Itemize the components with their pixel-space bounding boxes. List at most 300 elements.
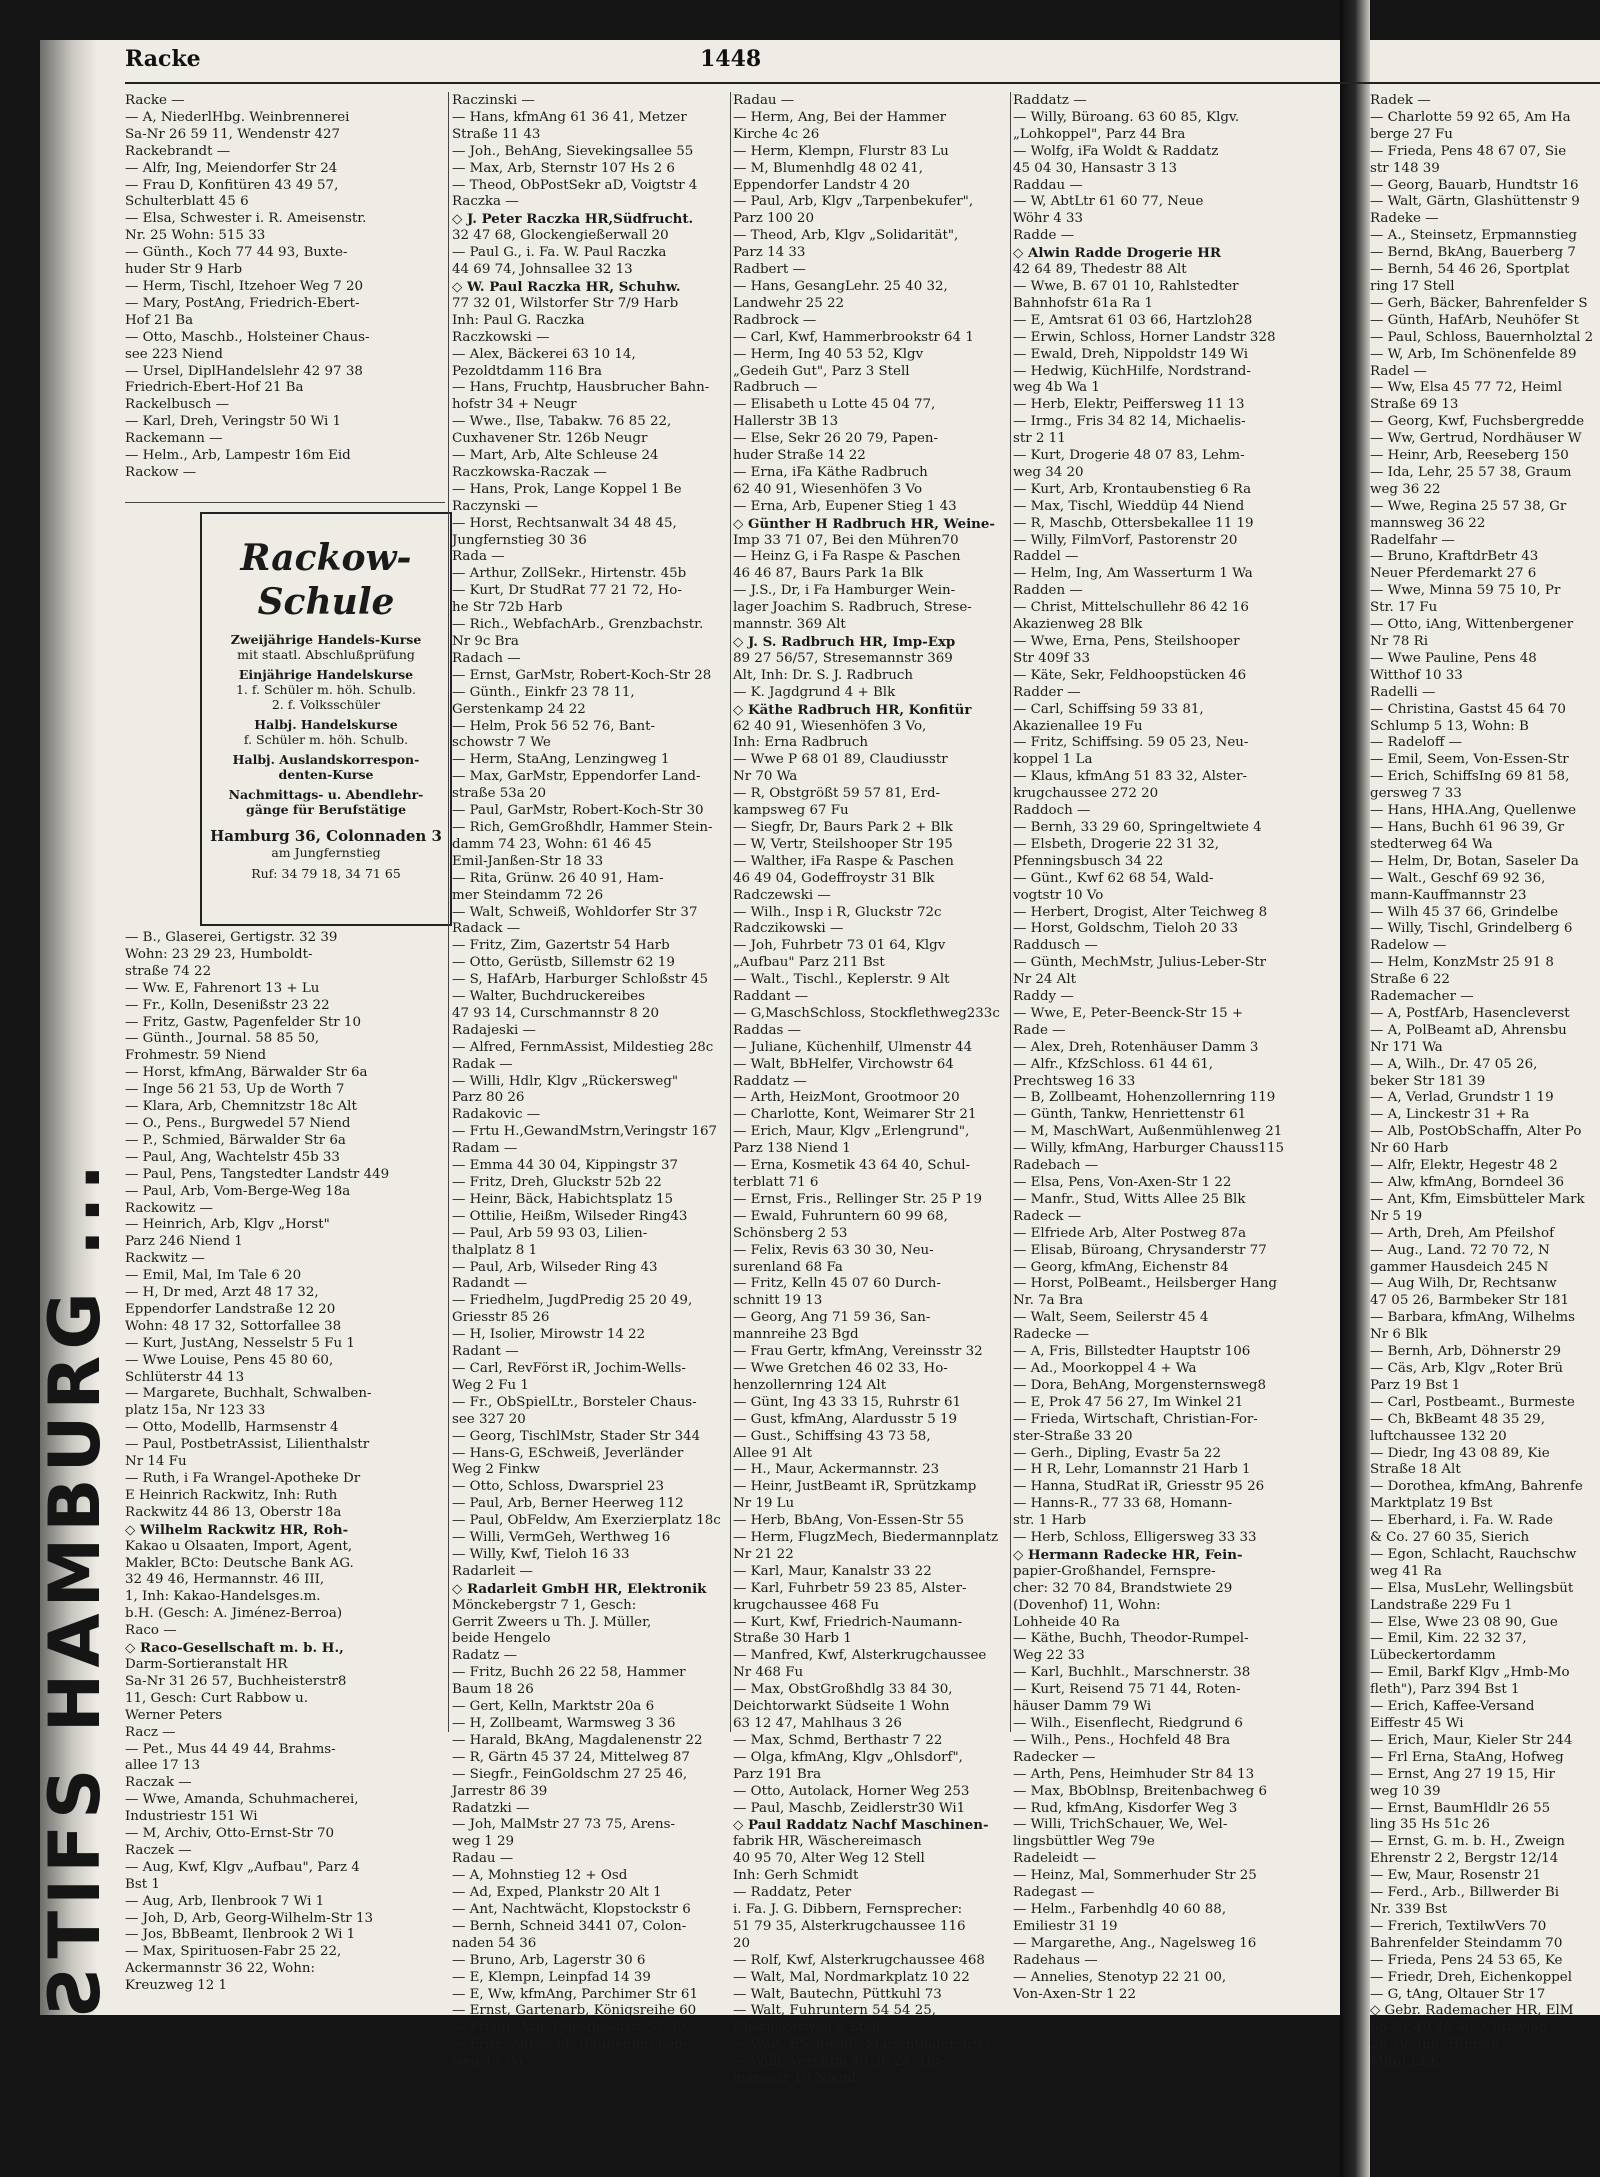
directory-entry: Raddatz — (733, 1073, 807, 1089)
directory-entry: — Fritz, Schiffsing. 59 05 23, Neu- (1013, 735, 1249, 751)
directory-entry: Nr 60 Harb (1370, 1141, 1449, 1157)
directory-entry: — Herb, BbAng, Von-Essen-Str 55 (733, 1513, 965, 1529)
page-header (125, 46, 1600, 76)
directory-entry: — Ruth, i Fa Wrangel-Apotheke Dr (125, 1471, 361, 1486)
directory-entry: 47 05 26, Barmbeker Str 181 (1370, 1293, 1570, 1309)
directory-entry: — Ottilie, Heißm, Wilseder Ring43 (452, 1208, 688, 1224)
directory-entry: (Dovenhof) 11, Wohn: (1013, 1597, 1161, 1613)
directory-entry: — Ww, Gertrud, Nordhäuser W (1370, 431, 1582, 447)
directory-entry: Weg 22 33 (1013, 1648, 1085, 1664)
directory-entry: — Rita, Grünw. 26 40 91, Ham- (452, 870, 664, 886)
directory-entry: Straße 69 13 (1370, 397, 1459, 413)
directory-entry: — Fritz, Kelln 45 07 60 Durch- (733, 1276, 941, 1292)
directory-entry: — Carl, Kwf, Hammerbrookstr 64 1 (733, 329, 974, 345)
directory-entry: Pezoldtdamm 116 Bra (452, 363, 602, 379)
directory-entry: — Hans, Buchh 61 96 39, Gr (1370, 819, 1565, 835)
directory-entry: „Gedeih Gut", Parz 3 Stell (733, 363, 910, 379)
directory-entry: — R, Gärtn 45 37 24, Mittelweg 87 (452, 1749, 690, 1765)
directory-entry: — Herb, Elektr, Peiffersweg 11 13 (1013, 397, 1245, 413)
directory-entry: 63 12 47, Mahlhaus 3 26 (733, 1716, 902, 1731)
directory-entry: krugchaussee 272 20 (1013, 786, 1159, 802)
directory-entry: — Manfr., Stud, Witts Allee 25 Blk (1013, 1191, 1246, 1207)
directory-entry: Raddy — (1013, 989, 1074, 1005)
column-rule (1010, 92, 1011, 1732)
directory-entry: Gerstenkamp 24 22 (452, 701, 586, 717)
directory-entry: Radakovic — (452, 1107, 541, 1123)
directory-entry: — Paul, Arb, Berner Heerweg 112 (452, 1496, 684, 1512)
directory-entry: — Helm, KonzMstr 25 91 8 (1370, 955, 1554, 971)
directory-entry: weg 41 Ra (1370, 1563, 1442, 1579)
directory-entry: Friedrich-Ebert-Hof 21 Ba (125, 380, 304, 396)
directory-entry: — Alfr, Ing, Meiendorfer Str 24 (125, 160, 338, 176)
directory-entry: mann-Kauffmannstr 23 (1370, 887, 1527, 903)
directory-entry: — Fritz, Dreh, Gluckstr 52b 22 (452, 1175, 662, 1190)
directory-entry: — Elsa, Pens, Von-Axen-Str 1 22 (1013, 1175, 1232, 1190)
directory-entry: Inh: Gerh Schmidt (733, 1868, 859, 1884)
directory-entry: — Ww, Elsa 45 77 72, Heiml (1370, 380, 1562, 396)
ad-section: denten-Kurse (278, 767, 374, 782)
page-number: 1448 (700, 46, 762, 72)
directory-entry: — Fritz, Gastw, Pagenfelder Str 10 (125, 1014, 361, 1030)
directory-entry: Straße 6 22 (1370, 972, 1450, 988)
directory-entry: — Kurt, Arb, Krontaubenstieg 6 Ra (1013, 481, 1252, 497)
directory-entry: Radbruch — (733, 380, 818, 396)
directory-entry: Radack — (452, 921, 521, 937)
directory-entry: — Rud, kfmAng, Kisdorfer Weg 3 (1013, 1800, 1238, 1816)
directory-entry: naden 54 36 (452, 1935, 537, 1951)
directory-entry: — Harald, BkAng, Magdalenenstr 22 (452, 1732, 703, 1748)
directory-entry: ◇ W. Paul Raczka HR, Schuhw. (452, 278, 681, 295)
directory-entry: Bahrenfelder Steindamm 70 (1370, 1935, 1563, 1951)
directory-entry: Raddusch — (1013, 938, 1098, 954)
directory-entry: cher: 32 70 84, Brandstwiete 29 (1013, 1580, 1233, 1596)
directory-entry: — Ad, Exped, Plankstr 20 Alt 1 (452, 1885, 662, 1901)
directory-entry: — Erich, Kaffee-Versand (1370, 1699, 1535, 1715)
directory-entry: — Herb, Schloss, Elligersweg 33 33 (1013, 1530, 1257, 1546)
directory-entry: — Ewald, Fuhruntern 60 99 68, (733, 1208, 948, 1224)
directory-entry: Radde — (1013, 228, 1075, 244)
directory-entry: ring 17 Stell (1370, 278, 1455, 294)
directory-entry: Radczikowski — (733, 921, 844, 937)
directory-entry: — Willy, FilmVorf, Pastorenstr 20 (1013, 532, 1238, 548)
directory-entry: 40 95 70, Alter Weg 12 Stell (733, 1851, 925, 1867)
directory-entry: — Carl, Schiffsing 59 33 81, (1013, 701, 1204, 717)
directory-entry: — Walt, Seem, Seilerstr 45 4 (1013, 1310, 1209, 1326)
directory-entry: — Günth, Tankw, Henriettenstr 61 (1013, 1107, 1247, 1123)
directory-entry: — Fritz, Autoschl, Haubenlerchen- (452, 2037, 688, 2053)
directory-entry: — E, Klempn, Leinpfad 14 39 (452, 1969, 651, 1985)
directory-entry: weg 34 20 (1013, 464, 1084, 480)
directory-entry: weg 4b Wa 1 (1013, 380, 1100, 396)
directory-entry: Str 409f 33 (1013, 650, 1091, 666)
directory-entry: — A, Linckestr 31 + Ra (1370, 1107, 1530, 1123)
directory-entry: fabrik HR, Wäschereimasch (733, 1834, 922, 1850)
directory-entry: — Carl, RevFörst iR, Jochim-Wells- (452, 1360, 686, 1376)
directory-entry: „Lohkoppel", Parz 44 Bra (1013, 126, 1186, 142)
directory-entry: gammer Hausdeich 245 N (1370, 1259, 1549, 1275)
directory-entry: Parz 80 26 (452, 1090, 525, 1106)
directory-entry: — Willy, Tischl, Grindelberg 6 (1370, 921, 1573, 937)
directory-entry: — Rolf, Kwf, Alsterkrugchaussee 468 (733, 1952, 985, 1968)
directory-entry: mannreihe 23 Bgd (733, 1327, 859, 1343)
directory-entry: Bst 1 (125, 1876, 160, 1892)
directory-entry: straße 53a 20 (452, 786, 547, 802)
directory-entry: Emil-Janßen-Str 18 33 (452, 853, 604, 869)
book-gutter (1340, 0, 1370, 2177)
directory-entry: — Horst, Goldschm, Tieloh 20 33 (1013, 921, 1239, 937)
directory-entry: ◇ Raco-Gesellschaft m. b. H., (125, 1640, 344, 1657)
directory-entry: — Frieda, Wirtschaft, Christian-For- (1013, 1411, 1258, 1427)
directory-entry: Raddel — (1013, 549, 1079, 565)
directory-entry: — Willi, Hdlr, Klgv „Rückersweg" (452, 1073, 679, 1089)
directory-entry: — Willi, TrichSchauer, We, Wel- (1013, 1817, 1228, 1833)
directory-entry: he Str 72b Harb (452, 600, 563, 616)
directory-entry: surenland 68 Fa (733, 1259, 843, 1275)
directory-entry: Mönckebergstr 7 1, Gesch: (452, 1597, 637, 1613)
directory-entry: Radandt — (452, 1276, 528, 1292)
directory-entry: — A, Mohnstieg 12 + Osd (452, 1868, 628, 1884)
directory-entry: — Herbert, Drogist, Alter Teichweg 8 (1013, 904, 1268, 920)
directory-entry: — Jos, BbBeamt, Ilenbrook 2 Wi 1 (125, 1927, 356, 1943)
directory-entry: — Elsa, MusLehr, Wellingsbüt (1370, 1580, 1574, 1596)
binding-edge-text: ƧTIFS HAMBURG ... (34, 1158, 116, 2015)
directory-entry: — Fritz, Zim, Gazertstr 54 Harb (452, 938, 670, 954)
directory-entry: — Arthur, ZollSekr., Hirtenstr. 45b (452, 566, 687, 582)
directory-entry: Raczynski — (452, 498, 539, 514)
directory-entry: ◇ Paul Raddatz Nachf Maschinen- (733, 1817, 989, 1834)
directory-entry: — Gust., Schiffsing 43 73 58, (733, 1428, 931, 1444)
directory-entry: — Karl, Buchhlt., Marschnerstr. 38 (1013, 1665, 1251, 1681)
directory-entry: — Bernh, 33 29 60, Springeltwiete 4 (1013, 819, 1262, 835)
directory-entry: — Cäs, Arb, Klgv „Roter Brü (1370, 1360, 1564, 1376)
directory-entry: — Wwe., Ilse, Tabakw. 76 85 22, (452, 414, 672, 430)
directory-entry: ◇ Günther H Radbruch HR, Weine- (733, 515, 995, 532)
directory-entry: lingsbüttler Weg 79e (1013, 1834, 1155, 1850)
directory-entry: Nr. 25 Wohn: 515 33 (125, 228, 266, 244)
directory-entry: — Helm, Dr, Botan, Saseler Da (1370, 853, 1579, 869)
directory-entry: 11, Gesch: Curt Rabbow u. (125, 1690, 309, 1706)
directory-entry: Radebach — (1013, 1158, 1099, 1174)
directory-entry: luftchaussee 132 20 (1370, 1428, 1507, 1444)
directory-entry: — Joh., BehAng, Sievekingsallee 55 (452, 143, 694, 159)
directory-entry: — Hans-G, ESchweiß, Jeverländer (452, 1445, 684, 1461)
directory-entry: Radek — (1370, 93, 1431, 108)
directory-entry: — Eberhard, i. Fa. W. Rade (1370, 1513, 1553, 1529)
directory-entry: ling 35 Hs 51c 26 (1370, 1817, 1490, 1833)
directory-entry: Radczewski — (733, 887, 831, 903)
directory-entry: — Frl Erna, StaAng, Hofweg (1370, 1749, 1564, 1765)
directory-entry: Parz 246 Niend 1 (125, 1234, 243, 1250)
directory-entry: Cheruskerweg 8 Stell (733, 2020, 881, 2036)
directory-entry: — Otto, Modellb, Harmsenstr 4 (125, 1420, 339, 1436)
directory-entry: Raddau — (1013, 177, 1083, 193)
directory-entry: — Bernh, 54 46 26, Sportplat (1370, 262, 1570, 278)
directory-entry: — Arth, Pens, Heimhuder Str 84 13 (1013, 1766, 1255, 1782)
directory-entry: — Juliane, Küchenhilf, Ulmenstr 44 (733, 1039, 973, 1055)
directory-entry: — Ernst, BaumHldlr 26 55 (1370, 1800, 1551, 1816)
directory-entry: — Walt, Mal, Nordmarkplatz 10 22 (733, 1969, 970, 1985)
directory-entry: — Max, Schmd, Berthastr 7 22 (733, 1732, 943, 1748)
directory-entry: weg 1 29 (452, 1834, 515, 1850)
directory-entry: Nr. 339 Bst (1370, 1901, 1448, 1917)
directory-entry: Nr 9c Bra (452, 634, 519, 649)
directory-entry: — Wilh., Eisenflecht, Riedgrund 6 (1013, 1716, 1243, 1731)
directory-entry: Rackwitz 44 86 13, Oberstr 18a (125, 1504, 342, 1520)
directory-entry: — Heinr, Bäck, Habichtsplatz 15 (452, 1191, 674, 1207)
directory-entry: 28 19, Inh: Hinrich (1370, 2037, 1500, 2053)
column-5-right-page (1370, 93, 1600, 2070)
directory-entry: „Aufbau" Parz 211 Bst (733, 955, 885, 971)
directory-entry: ◇ Radarleit GmbH HR, Elektronik (452, 1580, 707, 1597)
directory-entry: kampsweg 67 Fu (733, 803, 849, 819)
directory-entry: — Fr., Kolln, Desenißstr 23 22 (125, 997, 330, 1013)
directory-entry: Akazienallee 19 Fu (1013, 718, 1143, 734)
directory-entry: Gerrit Zweers u Th. J. Müller, (452, 1614, 652, 1630)
directory-entry: — Friedr, Arb, Dorotheenstr 57 39 (452, 2020, 686, 2036)
directory-entry: Raco — (125, 1623, 177, 1639)
directory-entry: Radak — (452, 1056, 513, 1072)
directory-entry: papier-Großhandel, Fernspre- (1013, 1563, 1216, 1579)
directory-entry: — Alex, Bäckerei 63 10 14, (452, 346, 636, 362)
directory-entry: — Emil, Kim. 22 32 37, (1370, 1631, 1527, 1647)
directory-entry: ster-Straße 33 20 (1013, 1428, 1133, 1444)
directory-entry: Hof 21 Ba (125, 312, 194, 328)
directory-entry: Nr 78 Ri (1370, 634, 1429, 649)
directory-entry: Prechtsweg 16 33 (1013, 1073, 1136, 1089)
directory-entry: Rada — (452, 549, 505, 565)
directory-entry: ◇ Käthe Radbruch HR, Konfitür (733, 701, 972, 718)
directory-entry: — Ernst, Fris., Rellinger Str. 25 P 19 (733, 1191, 983, 1207)
directory-entry: — E, Ww, kfmAng, Parchimer Str 61 (452, 1986, 698, 2002)
directory-entry: Von-Axen-Str 1 22 (1013, 1986, 1136, 2002)
directory-entry: — Ida, Lehr, 25 57 38, Graum (1370, 464, 1572, 480)
directory-entry: — Wilh., Pens., Hochfeld 48 Bra (1013, 1732, 1231, 1748)
directory-entry: — Erna, Arb, Eupener Stieg 1 43 (733, 498, 957, 514)
directory-entry: — Walt., Geschf 69 92 36, (1370, 870, 1546, 886)
directory-entry: str 2 11 (1013, 431, 1066, 447)
directory-entry: platz 15a, Nr 123 33 (125, 1403, 266, 1419)
directory-entry: — Charlotte 59 92 65, Am Ha (1370, 109, 1571, 125)
directory-entry: — Günth., Koch 77 44 93, Buxte- (125, 245, 348, 261)
directory-entry: — Joh, D, Arb, Georg-Wilhelm-Str 13 (125, 1910, 373, 1926)
directory-entry: Inh: Erna Radbruch (733, 735, 869, 751)
directory-entry: — Horst, kfmAng, Bärwalder Str 6a (125, 1065, 368, 1081)
directory-entry: — Willi, VersKfm 48 36 24, Hu- (733, 2054, 945, 2070)
directory-entry: — Wwe, Erna, Pens, Steilshooper (1013, 634, 1240, 649)
directory-entry: — Frau D, Konfitüren 43 49 57, (125, 177, 339, 193)
directory-entry: — Ad., Moorkoppel 4 + Wa (1013, 1360, 1197, 1376)
directory-entry: — Günth., Journal. 58 85 50, (125, 1031, 320, 1047)
directory-entry: Parz 138 Niend 1 (733, 1141, 851, 1157)
directory-entry: — Bernh, Arb, Döhnerstr 29 (1370, 1344, 1562, 1360)
directory-entry: — Günt, Ing 43 33 15, Ruhrstr 61 (733, 1394, 962, 1410)
directory-entry: krugchaussee 468 Fu (733, 1597, 880, 1613)
directory-entry: — Otto, Maschb., Holsteiner Chaus- (125, 329, 370, 345)
ad-top-rule (125, 502, 445, 503)
directory-entry: — Elfriede Arb, Alter Postweg 87a (1013, 1225, 1247, 1241)
directory-entry: — Kurt, Kwf, Friedrich-Naumann- (733, 1614, 963, 1630)
ad-line: 2. f. Volksschüler (271, 697, 381, 712)
directory-entry: — Horst, PolBeamt., Heilsberger Hang (1013, 1276, 1277, 1292)
directory-entry: Cuxhavener Str. 126b Neugr (452, 431, 648, 447)
directory-entry: Allee 91 Alt (733, 1445, 812, 1461)
directory-entry: — Wolfg, iFa Woldt & Raddatz (1013, 143, 1219, 159)
directory-entry: Rackwitz — (125, 1251, 205, 1267)
directory-entry: — Bernh, Schneid 3441 07, Colon- (452, 1918, 687, 1934)
directory-entry: — Erna, Kosmetik 43 64 40, Schul- (733, 1158, 971, 1174)
directory-entry: — Ferd., Arb., Billwerder Bi (1370, 1885, 1560, 1901)
directory-entry: — Walt, Schweiß, Wohldorfer Str 37 (452, 904, 698, 920)
directory-entry: 51 79 35, Alsterkrugchaussee 116 (733, 1918, 966, 1934)
directory-entry: Darm-Sortieranstalt HR (125, 1656, 288, 1672)
directory-entry: — Diedr, Ing 43 08 89, Kie (1370, 1445, 1550, 1461)
directory-entry: — Wwe, Regina 25 57 38, Gr (1370, 498, 1567, 514)
directory-entry: — A., Steinsetz, Erpmannstieg (1370, 228, 1577, 244)
directory-entry: — Bruno, KraftdrBetr 43 (1370, 549, 1539, 565)
directory-entry: — Emil, Barkf Klgv „Hmb-Mo (1370, 1665, 1570, 1681)
directory-entry: — Friedr, Dreh, Eichenkoppel (1370, 1969, 1573, 1985)
directory-entry: — Herm, Ang, Bei der Hammer (733, 109, 947, 125)
directory-entry: Raczak — (125, 1775, 192, 1791)
directory-entry: weg 17 Po (452, 2054, 523, 2070)
directory-entry: Raddoch — (1013, 803, 1091, 819)
directory-entry: — M, Blumenhdlg 48 02 41, (733, 160, 924, 176)
directory-entry: huder Straße 14 22 (733, 448, 866, 464)
directory-entry: — Kurt, Dr StudRat 77 21 72, Ho- (452, 583, 682, 599)
directory-entry: — Ant, Nachtwächt, Klopstockstr 6 (452, 1901, 691, 1917)
directory-entry: Eppendorfer Landstr 4 20 (733, 177, 910, 193)
directory-entry: Nr 6 Blk (1370, 1327, 1428, 1343)
directory-entry: — Fr., ObSpielLtr., Borsteler Chaus- (452, 1394, 697, 1410)
directory-entry: — Fritz, Buchh 26 22 58, Hammer (452, 1665, 686, 1681)
directory-entry: Nr 19 Lu (733, 1496, 795, 1512)
directory-entry: Nr 24 Alt (1013, 972, 1077, 988)
column-1-top (125, 93, 445, 482)
directory-entry: — Willi, VermGeh, Werthweg 16 (452, 1530, 671, 1546)
directory-entry: 32 47 68, Glockengießerwall 20 (452, 228, 669, 244)
directory-entry: Nr 171 Wa (1370, 1039, 1443, 1055)
directory-entry: — Heinr, JustBeamt iR, Sprützkamp (733, 1479, 977, 1495)
directory-entry: — Hans, Fruchtp, Hausbrucher Bahn- (452, 380, 710, 396)
directory-entry: — H., Maur, Ackermannstr. 23 (733, 1462, 940, 1478)
directory-entry: — Hans, GesangLehr. 25 40 32, (733, 278, 948, 294)
directory-entry: — Pet., Mus 44 49 44, Brahms- (125, 1741, 336, 1757)
directory-entry: — Paul, Schloss, Bauernholztal 2 (1370, 329, 1594, 345)
directory-entry: — K. Jagdgrund 4 + Blk (733, 684, 896, 700)
directory-entry: Bahnhofstr 61a Ra 1 (1013, 295, 1154, 311)
directory-entry: Weg 2 Finkw (452, 1462, 540, 1478)
directory-entry: — B., Glaserei, Gertigstr. 32 39 (125, 930, 338, 945)
directory-entry: — O., Pens., Burgwedel 57 Niend (125, 1115, 351, 1131)
directory-entry: Landstraße 229 Fu 1 (1370, 1597, 1513, 1613)
directory-entry: — Alfr, Elektr, Hegestr 48 2 (1370, 1158, 1558, 1174)
directory-entry: vogtstr 10 Vo (1013, 887, 1104, 903)
directory-entry: Radbrock — (733, 312, 817, 328)
directory-entry: — Paul, ObFeldw, Am Exerzierplatz 18c (452, 1513, 721, 1529)
directory-entry: mannstr. 369 Alt (733, 617, 846, 633)
directory-entry: — Walt, ESchweiß, Marienthalerstr93 (733, 2037, 991, 2053)
directory-entry: Radbert — (733, 262, 806, 278)
directory-entry: — Kurt, Drogerie 48 07 83, Lehm- (1013, 448, 1245, 464)
directory-entry: — Otto, Autolack, Horner Weg 253 (733, 1783, 970, 1799)
directory-entry: — Emil, Mal, Im Tale 6 20 (125, 1268, 302, 1284)
directory-entry: — Wilh., Insp i R, Gluckstr 72c (733, 904, 942, 920)
directory-entry: — Egon, Schlacht, Rauchschw (1370, 1546, 1577, 1562)
directory-entry: Raczkowski — (452, 329, 550, 345)
directory-entry: mannstr 19 Niend (733, 2071, 857, 2087)
ad-line: 1. f. Schüler m. höh. Schulb. (235, 682, 417, 697)
directory-entry: gersweg 7 33 (1370, 786, 1462, 802)
directory-entry: Straße 11 43 (452, 126, 541, 142)
directory-entry: — Walt., Tischl., Keplerstr. 9 Alt (733, 972, 950, 988)
ad-address: Hamburg 36, Colonnaden 3 (210, 827, 442, 845)
directory-entry: Rackowitz — (125, 1200, 213, 1216)
directory-entry: — Friedhelm, JugdPredig 25 20 49, (452, 1293, 693, 1309)
directory-entry: — Willy, Büroang. 63 60 85, Klgv. (1013, 109, 1240, 125)
directory-entry: — Aug., Land. 72 70 72, N (1370, 1242, 1550, 1258)
directory-entry: Neuer Pferdemarkt 27 6 (1370, 566, 1537, 582)
directory-entry: Radach — (452, 650, 521, 666)
directory-entry: — Alb, PostObSchaffn, Alter Po (1370, 1124, 1582, 1140)
directory-entry: — Herm, Klempn, Flurstr 83 Lu (733, 143, 949, 159)
directory-entry: — Heinz, Mal, Sommerhuder Str 25 (1013, 1868, 1257, 1884)
directory-entry: — Paul, Pens, Tangstedter Landstr 449 (125, 1166, 390, 1182)
directory-entry: Akazienweg 28 Blk (1013, 617, 1143, 633)
directory-entry: — Gert, Kelln, Marktstr 20a 6 (452, 1699, 655, 1715)
directory-entry: — Siegfr, Dr, Baurs Park 2 + Blk (733, 819, 953, 835)
directory-entry: — A, Wilh., Dr. 47 05 26, (1370, 1056, 1538, 1072)
directory-entry: — Rich., WebfachArb., Grenzbachstr. (452, 617, 704, 633)
directory-entry: — Georg, Kwf, Fuchsbergredde (1370, 414, 1585, 430)
directory-entry: — Ursel, DiplHandelslehr 42 97 38 (125, 363, 363, 379)
directory-entry: Nr 21 22 (733, 1546, 794, 1562)
directory-entry: Werner Peters (125, 1707, 223, 1723)
directory-entry: — Paul, Arb 59 93 03, Lilien- (452, 1225, 648, 1241)
directory-entry: — Christ, Mittelschullehr 86 42 16 (1013, 600, 1249, 616)
directory-entry: 20 (733, 1935, 751, 1951)
directory-entry: Radau — (452, 1851, 514, 1867)
directory-entry: — Erwin, Schloss, Horner Landstr 328 (1013, 329, 1276, 345)
directory-entry: ◇ J. Peter Raczka HR,Südfrucht. (452, 211, 694, 228)
directory-entry: 46 46 87, Baurs Park 1a Blk (733, 566, 924, 582)
directory-entry: Wöhr 4 33 (1013, 211, 1084, 227)
directory-entry: Griesstr 85 26 (452, 1310, 550, 1326)
directory-entry: henzollernring 124 Alt (733, 1377, 887, 1393)
directory-entry: — Gerh, Bäcker, Bahrenfelder S (1370, 295, 1588, 311)
directory-entry: beker Str 181 39 (1370, 1073, 1486, 1089)
directory-entry: — Wwe P 68 01 89, Claudiusstr (733, 752, 948, 768)
directory-entry: — Karl, Maur, Kanalstr 33 22 (733, 1563, 932, 1579)
directory-entry: Raczek — (125, 1842, 192, 1858)
directory-entry: — Siegfr., FeinGoldschm 27 25 46, (452, 1766, 688, 1782)
directory-entry: — Carl, Postbeamt., Burmeste (1370, 1394, 1575, 1410)
directory-entry: — Wilh 45 37 66, Grindelbe (1370, 904, 1559, 920)
directory-entry: — J.S., Dr, i Fa Hamburger Wein- (733, 583, 956, 599)
directory-entry: — H, Dr med, Arzt 48 17 32, (125, 1285, 319, 1301)
directory-entry: Raddatz — (1013, 93, 1087, 108)
directory-entry: — Paul, Arb, Wilseder Ring 43 (452, 1259, 658, 1275)
directory-entry: Sa-Nr 26 59 11, Wendenstr 427 (125, 126, 341, 142)
directory-entry: — Mary, PostAng, Friedrich-Ebert- (125, 295, 360, 311)
directory-entry: — Käte, Sekr, Feldhoopstücken 46 (1013, 667, 1247, 683)
directory-entry: Radel — (1370, 363, 1427, 379)
directory-entry: — Helm., Arb, Lampestr 16m Eid (125, 448, 351, 464)
directory-entry: ◇ Wilhelm Rackwitz HR, Roh- (125, 1521, 349, 1538)
directory-entry: — A, PostfArb, Hasencleverst (1370, 1005, 1570, 1021)
directory-entry: — Herm, Ing 40 53 52, Klgv (733, 346, 924, 362)
directory-entry: — Frerich, TextilwVers 70 (1370, 1918, 1547, 1934)
directory-entry: beide Hengelo (452, 1631, 551, 1647)
